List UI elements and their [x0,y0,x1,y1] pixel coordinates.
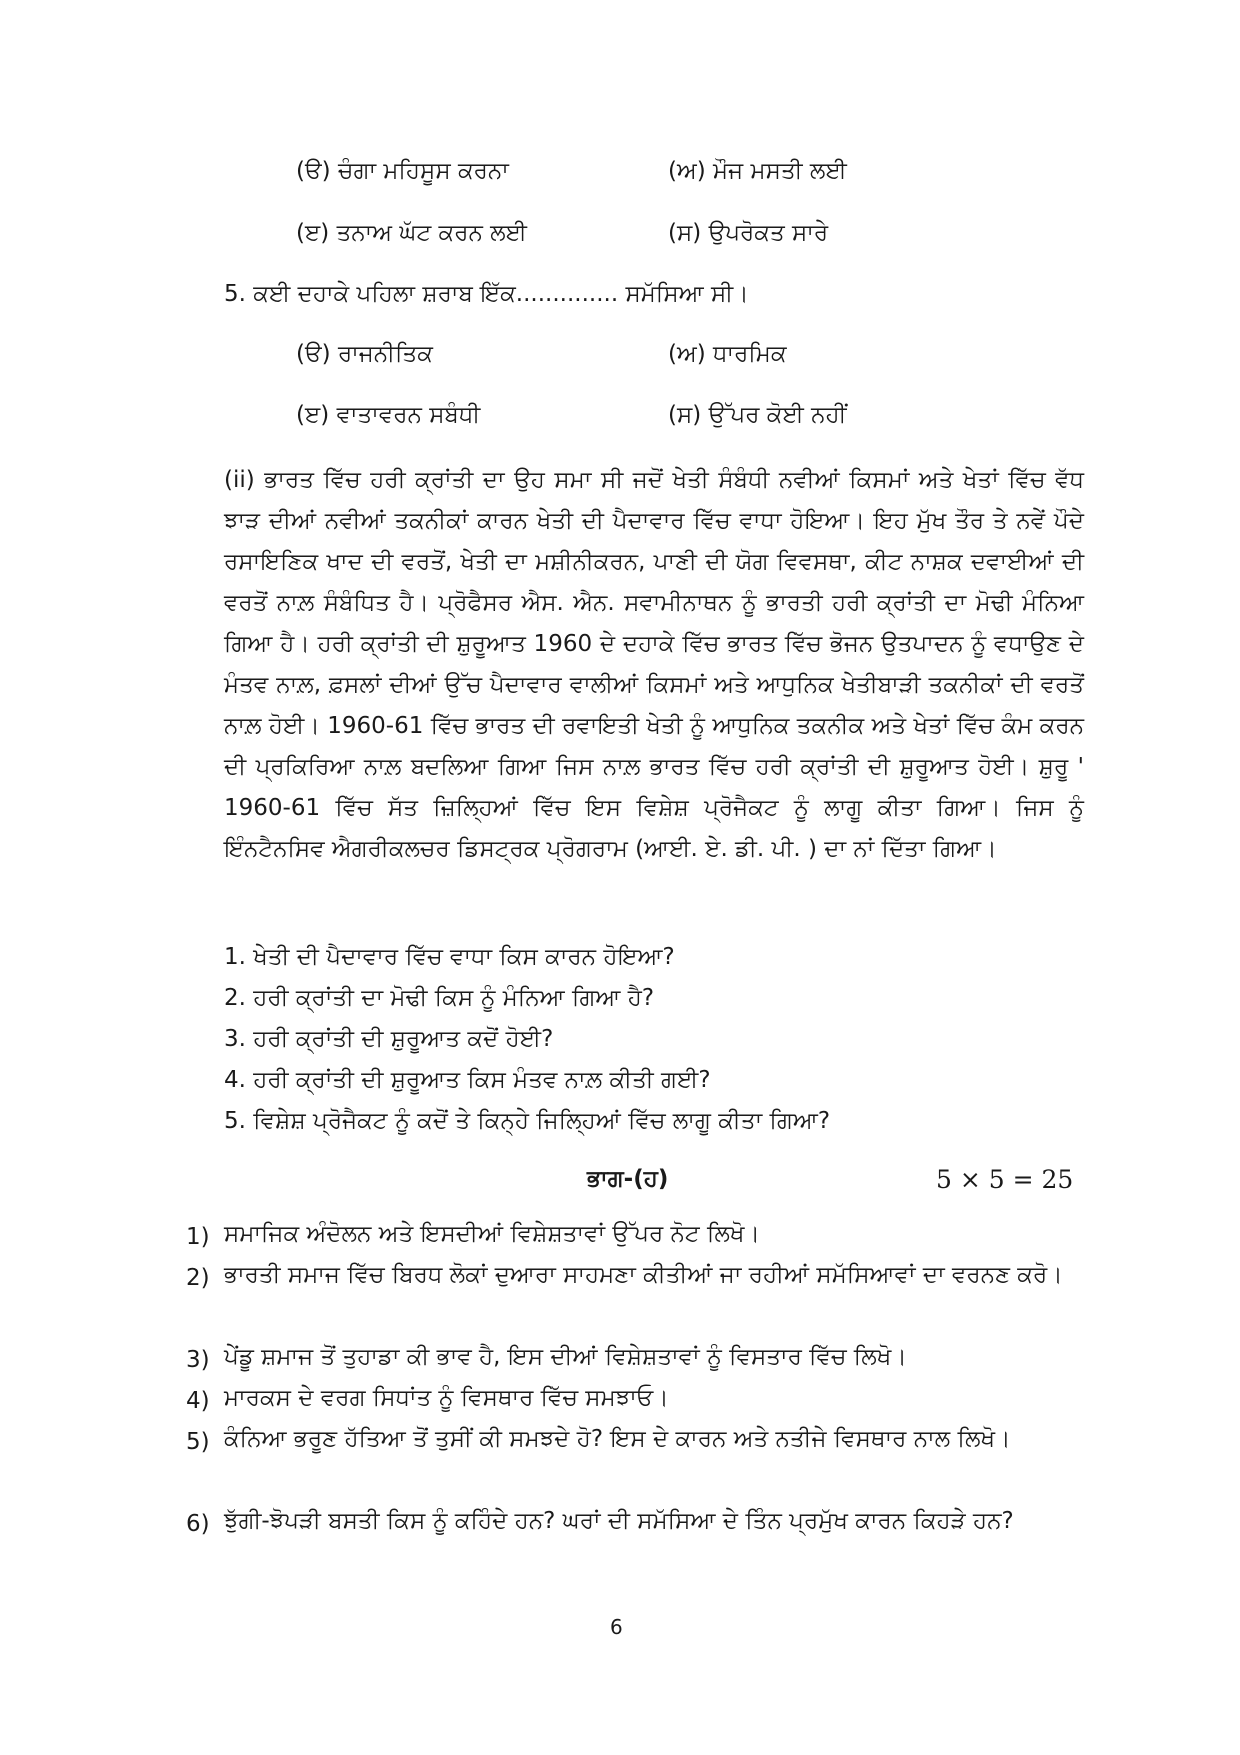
long-question-number: 2) [186,1265,210,1291]
option-q4-a: (ੳ) ਚੰਗਾ ਮਹਿਸੂਸ ਕਰਨਾ [296,158,509,184]
option-q5-c: (ੲ) ਵਾਤਾਵਰਨ ਸਬੰਧੀ [296,402,481,428]
option-q5-b: (ਅ) ਧਾਰਮਿਕ [668,341,787,367]
option-q4-c: (ੲ) ਤਨਾਅ ਘੱਟ ਕਰਨ ਲਈ [296,220,528,246]
option-q5-d: (ਸ) ਉੱਪਰ ਕੋਈ ਨਹੀਂ [668,402,847,428]
page-number: 6 [610,1615,623,1639]
long-question-text: ਭਾਰਤੀ ਸਮਾਜ ਵਿੱਚ ਬਿਰਧ ਲੋਕਾਂ ਦੁਆਰਾ ਸਾਹਮਣਾ ਕੀਤੀਆਂ ਜਾ ਰਹੀਆਂ ਸਮੱਸਿਆਵਾਂ ਦਾ ਵਰਨਣ ਕਰੋ। [224,1262,1063,1288]
option-q4-d: (ਸ) ਉਪਰੋਕਤ ਸਾਰੇ [668,220,829,246]
option-q5-a: (ੳ) ਰਾਜਨੀਤਿਕ [296,341,433,367]
passage-question-3: 3. ਹਰੀ ਕ੍ਰਾਂਤੀ ਦੀ ਸ਼ੁਰੂਆਤ ਕਦੋਂ ਹੋਈ? [224,1026,554,1052]
long-question-text: ਕੰਨਿਆ ਭਰੂਣ ਹੱਤਿਆ ਤੋਂ ਤੁਸੀਂ ਕੀ ਸਮਝਦੇ ਹੋ? ਇਸ ਦੇ ਕਾਰਨ ਅਤੇ ਨਤੀਜੇ ਵਿਸਥਾਰ ਨਾਲ ਲਿਖੋ। [224,1426,1011,1452]
long-question-text: ਪੇਂਡੂ ਸ਼ਮਾਜ ਤੋਂ ਤੁਹਾਡਾ ਕੀ ਭਾਵ ਹੈ, ਇਸ ਦੀਆਂ ਵਿਸ਼ੇਸ਼ਤਾਵਾਂ ਨੂੰ ਵਿਸਤਾਰ ਵਿੱਚ ਲਿਖੋ। [224,1344,907,1370]
long-question-text: ਮਾਰਕਸ ਦੇ ਵਰਗ ਸਿਧਾਂਤ ਨੂੰ ਵਿਸਥਾਰ ਵਿੱਚ ਸਮਝਾਓ। [224,1385,669,1411]
passage-question-1: 1. ਖੇਤੀ ਦੀ ਪੈਦਾਵਾਰ ਵਿੱਚ ਵਾਧਾ ਕਿਸ ਕਾਰਨ ਹੋਇਆ? [224,944,675,970]
long-question-number: 6) [186,1511,210,1537]
long-question-number: 1) [186,1224,210,1250]
section-title: ਭਾਗ-(ਹ) [587,1166,669,1192]
question-5: 5. ਕਈ ਦਹਾਕੇ ਪਹਿਲਾ ਸ਼ਰਾਬ ਇੱਕ.............. ਸਮੱਸਿਆ ਸੀ। [224,281,749,307]
long-question-number: 5) [186,1429,210,1455]
passage-question-4: 4. ਹਰੀ ਕ੍ਰਾਂਤੀ ਦੀ ਸ਼ੁਰੂਆਤ ਕਿਸ ਮੰਤਵ ਨਾਲ਼ ਕੀਤੀ ਗਈ? [224,1067,711,1093]
section-marks: 5 × 5 = 25 [936,1165,1074,1194]
long-question-number: 4) [186,1388,210,1414]
long-question-text: ਸਮਾਜਿਕ ਅੰਦੋਲਨ ਅਤੇ ਇਸਦੀਆਂ ਵਿਸ਼ੇਸ਼ਤਾਵਾਂ ਉੱਪਰ ਨੋਟ ਲਿਖੋ। [224,1221,761,1247]
long-question-number: 3) [186,1347,210,1373]
passage-question-5: 5. ਵਿਸ਼ੇਸ਼ ਪ੍ਰੋਜੈਕਟ ਨੂੰ ਕਦੋਂ ਤੇ ਕਿਨ੍ਹੇ ਜਿਲ੍ਹਿਆਂ ਵਿੱਚ ਲਾਗੂ ਕੀਤਾ ਗਿਆ? [224,1108,831,1134]
long-question-text: ਝੁੱਗੀ-ਝੋਪੜੀ ਬਸਤੀ ਕਿਸ ਨੂੰ ਕਹਿੰਦੇ ਹਨ? ਘਰਾਂ ਦੀ ਸਮੱਸਿਆ ਦੇ ਤਿੰਨ ਪ੍ਰਮੁੱਖ ਕਾਰਨ ਕਿਹੜੇ ਹਨ? [224,1508,1014,1534]
passage-question-2: 2. ਹਰੀ ਕ੍ਰਾਂਤੀ ਦਾ ਮੋਢੀ ਕਿਸ ਨੂੰ ਮੰਨਿਆ ਗਿਆ ਹੈ? [224,985,655,1011]
comprehension-passage: (ii) ਭਾਰਤ ਵਿੱਚ ਹਰੀ ਕ੍ਰਾਂਤੀ ਦਾ ਉਹ ਸਮਾ ਸੀ ਜਦੋਂ ਖੇਤੀ ਸੰਬੰਧੀ ਨਵੀਆਂ ਕਿਸਮਾਂ ਅਤੇ ਖੇਤਾਂ ਵਿੱਚ ਵੱਧ ਝਾੜ ਦੀਆਂ ਨਵੀਆਂ ਤਕਨੀਕਾਂ ਕਾਰਨ ਖੇਤੀ ਦੀ ਪੈਦਾਵਾਰ ਵਿੱਚ ਵਾਧਾ ਹੋਇਆ। ਇਹ ਮੁੱਖ ਤੌਰ ਤੇ ਨਵੇਂ ਪੌਦੇ ਰਸਾਇਣਿਕ ਖਾਦ ਦੀ ਵਰਤੋਂ, ਖੇਤੀ ਦਾ ਮਸ਼ੀਨੀਕਰਨ, ਪਾਣੀ ਦੀ ਯੋਗ ਵਿਵਸਥਾ, ਕੀਟ ਨਾਸ਼ਕ ਦਵਾਈਆਂ ਦੀ ਵਰਤੋਂ ਨਾਲ਼ ਸੰਬੰਧਿਤ ਹੈ। ਪ੍ਰੋਫੈਸਰ ਐਸ. ਐਨ. ਸਵਾਮੀਨਾਥਨ ਨੂੰ ਭਾਰਤੀ ਹਰੀ ਕ੍ਰਾਂਤੀ ਦਾ ਮੋਢੀ ਮੰਨਿਆ ਗਿਆ ਹੈ। ਹਰੀ ਕ੍ਰਾਂਤੀ ਦੀ ਸ਼ੁਰੂਆਤ 1960 ਦੇ ਦਹਾਕੇ ਵਿੱਚ ਭਾਰਤ ਵਿੱਚ ਭੋਜਨ ਉਤਪਾਦਨ ਨੂੰ ਵਧਾਉਣ ਦੇ ਮੰਤਵ ਨਾਲ਼, ਫ਼ਸਲਾਂ ਦੀਆਂ ਉੱਚ ਪੈਦਾਵਾਰ ਵਾਲੀਆਂ ਕਿਸਮਾਂ ਅਤੇ ਆਧੁਨਿਕ ਖੇਤੀਬਾੜੀ ਤਕਨੀਕਾਂ ਦੀ ਵਰਤੋਂ ਨਾਲ਼ ਹੋਈ। 1960-61 ਵਿੱਚ ਭਾਰਤ ਦੀ ਰਵਾਇਤੀ ਖੇਤੀ ਨੂੰ ਆਧੁਨਿਕ ਤਕਨੀਕ ਅਤੇ ਖੇਤਾਂ ਵਿੱਚ ਕੰਮ ਕਰਨ ਦੀ ਪ੍ਰਕਿਰਿਆ ਨਾਲ਼ ਬਦਲਿਆ ਗਿਆ ਜਿਸ ਨਾਲ਼ ਭਾਰਤ ਵਿੱਚ ਹਰੀ ਕ੍ਰਾਂਤੀ ਦੀ ਸ਼ੁਰੂਆਤ ਹੋਈ। ਸ਼ੁਰੂ ' 1960-61 ਵਿੱਚ ਸੱਤ ਜ਼ਿਲ੍ਹਿਆਂ ਵਿੱਚ ਇਸ ਵਿਸ਼ੇਸ਼ ਪ੍ਰੋਜੈਕਟ ਨੂੰ ਲਾਗੂ ਕੀਤਾ ਗਿਆ। ਜਿਸ ਨੂੰ ਇੰਨਟੈਨਸਿਵ ਐਗਰੀਕਲਚਰ ਡਿਸਟ੍ਰਕ ਪ੍ਰੋਗਰਾਮ (ਆਈ. ਏ. ਡੀ. ਪੀ. ) ਦਾ ਨਾਂ ਦਿੱਤਾ ਗਿਆ। [224,467,1084,862]
option-q4-b: (ਅ) ਮੌਜ ਮਸਤੀ ਲਈ [668,158,847,184]
